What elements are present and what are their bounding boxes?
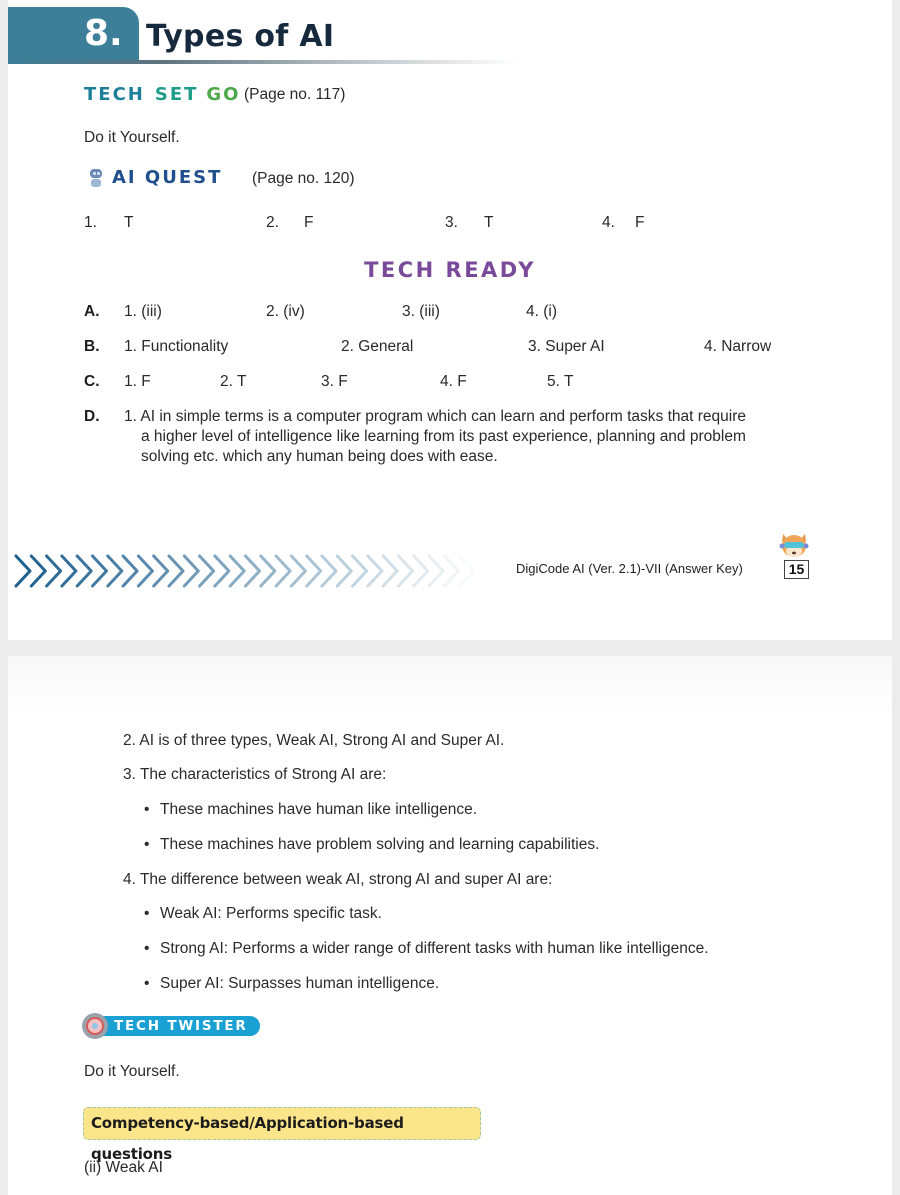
section-d-item1-line1: 1. AI in simple terms is a computer program which can learn and perform tasks that require (124, 408, 746, 425)
chevron-mark (291, 556, 305, 586)
d-item-4: 4. The difference between weak AI, strong AI and super AI are: (123, 871, 553, 888)
logo-word-tech: TECH (84, 84, 145, 105)
logo-word-go: GO (206, 84, 241, 105)
chevron-mark (383, 556, 397, 586)
section-c-item: 2. T (220, 373, 247, 390)
section-b-item: 3. Super AI (528, 338, 605, 355)
chevron-mark (337, 556, 351, 586)
section-c-item: 3. F (321, 373, 348, 390)
ai-quest-num-3: 3. (445, 214, 458, 231)
d-item-2: 2. AI is of three types, Weak AI, Strong AI and Super AI. (123, 732, 505, 749)
chevron-mark (77, 556, 91, 586)
footer-book-title: DigiCode AI (Ver. 2.1)-VII (Answer Key) (516, 561, 743, 576)
tech-twister-logo (82, 1015, 260, 1037)
chevron-mark (261, 556, 275, 586)
competency-heading: Competency-based/Application-based questions (83, 1107, 481, 1140)
ai-quest-val-1: T (124, 214, 134, 231)
answer-key-page-15 (8, 0, 892, 640)
chevron-mark (47, 556, 61, 586)
ai-quest-num-2: 2. (266, 214, 279, 231)
tech-ready-logo: TECH READY (364, 258, 536, 282)
chevron-mark (169, 556, 183, 586)
section-d-item1-line3: solving etc. which any human being does with ease. (141, 448, 498, 465)
d-item-4-bullet: • Strong AI: Performs a wider range of different tasks with human like intelligence. (160, 940, 709, 958)
ai-quest-val-2: F (304, 214, 314, 231)
d-item-3-bullet: • These machines have problem solving and learning capabilities. (160, 836, 599, 854)
chevron-mark (200, 556, 214, 586)
chevron-mark (307, 556, 321, 586)
ai-quest-page-ref: (Page no. 120) (252, 170, 355, 187)
page-number: 15 (784, 560, 809, 579)
tech-twister-answer: Do it Yourself. (84, 1063, 180, 1080)
chapter-number: 8. (84, 13, 123, 54)
chevron-mark (62, 556, 76, 586)
tech-set-go-logo (84, 84, 240, 105)
chevron-mark (215, 556, 229, 586)
chevron-mark (31, 556, 45, 586)
gear-icon (82, 1013, 108, 1039)
competency-answer: (ii) Weak AI (84, 1159, 163, 1176)
section-d-label: D. (84, 408, 100, 425)
chevron-decoration-icon (8, 552, 478, 590)
chevron-mark (123, 556, 137, 586)
d-item-3: 3. The characteristics of Strong AI are: (123, 766, 387, 783)
chapter-underline (8, 60, 518, 64)
chevron-mark (444, 556, 458, 586)
section-a-label: A. (84, 303, 100, 320)
section-c-item: 5. T (547, 373, 574, 390)
section-a-item: 1. (iii) (124, 303, 162, 320)
section-b-item: 2. General (341, 338, 414, 355)
section-c-item: 4. F (440, 373, 467, 390)
ai-quest-label: AI QUEST (112, 167, 223, 188)
chevron-mark (16, 556, 30, 586)
section-c-label: C. (84, 373, 100, 390)
section-c-item: 1. F (124, 373, 151, 390)
chevron-mark (353, 556, 367, 586)
section-a-item: 4. (i) (526, 303, 557, 320)
section-a-item: 3. (iii) (402, 303, 440, 320)
chevron-mark (276, 556, 290, 586)
ai-quest-num-4: 4. (602, 214, 615, 231)
tech-twister-label: TECH TWISTER (94, 1016, 260, 1036)
chapter-title: Types of AI (146, 19, 335, 54)
section-b-item: 4. Narrow (704, 338, 772, 355)
tech-set-go-answer: Do it Yourself. (84, 129, 180, 146)
chevron-mark (429, 556, 443, 586)
section-a-item: 2. (iv) (266, 303, 305, 320)
chevron-mark (246, 556, 260, 586)
d-item-3-bullet: • These machines have human like intelligence. (160, 801, 477, 819)
logo-word-set: SET (154, 84, 199, 105)
d-item-4-bullet: • Weak AI: Performs specific task. (160, 905, 382, 923)
robot-icon (86, 168, 106, 188)
chevron-mark (108, 556, 122, 586)
ai-quest-val-3: T (484, 214, 494, 231)
chevron-mark (399, 556, 413, 586)
chevron-mark (230, 556, 244, 586)
chevron-mark (414, 556, 428, 586)
chevron-mark (138, 556, 152, 586)
d-item-4-bullet: • Super AI: Surpasses human intelligence. (160, 975, 439, 993)
chevron-mark (368, 556, 382, 586)
ai-quest-logo (86, 167, 222, 188)
chevron-mark (322, 556, 336, 586)
chevron-mark (93, 556, 107, 586)
section-d-item1-line2: a higher level of intelligence like learning from its past experience, planning and problem (141, 428, 746, 445)
section-b-item: 1. Functionality (124, 338, 229, 355)
tech-set-go-page-ref: (Page no. 117) (244, 86, 346, 103)
ai-quest-val-4: F (635, 214, 645, 231)
chevron-mark (154, 556, 168, 586)
chevron-mark (184, 556, 198, 586)
chevron-mark (460, 556, 474, 586)
section-b-label: B. (84, 338, 100, 355)
ai-quest-num-1: 1. (84, 214, 97, 231)
shiba-mascot-icon (777, 530, 811, 560)
